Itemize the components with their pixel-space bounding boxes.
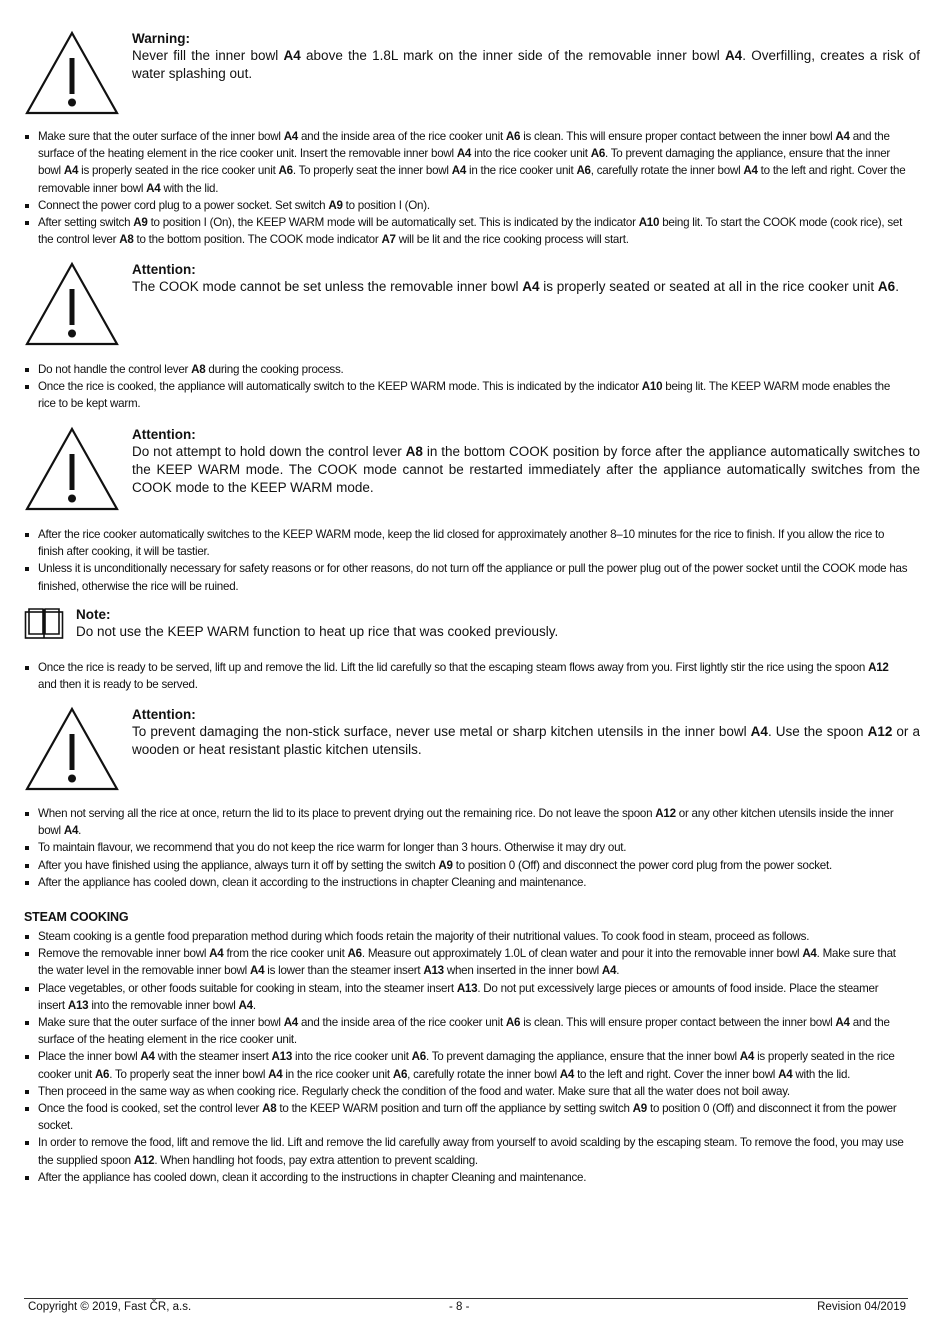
list-item: After the rice cooker automatically switches to the KEEP WARM mode, keep the lid closed for approximately another 8–10 minutes for the rice to finish. If you allow the rice to finish after cooking, it will be tastier.: [24, 526, 908, 560]
open-book-icon: [24, 606, 64, 640]
warning-body: Never fill the inner bowl A4 above the 1.8L mark on the inner side of the removable inner bowl A4. Overfilling, creates a risk of water splashing out.: [132, 48, 920, 81]
part-reference: A8: [262, 1102, 277, 1116]
part-reference: A6: [576, 164, 591, 178]
part-reference: A4: [209, 947, 224, 961]
part-reference: A6: [278, 164, 293, 178]
list-item: Unless it is unconditionally necessary for safety reasons or for other reasons, do not turn off the appliance or pull the power plug out of the power socket until the COOK mode has finished, otherwise the rice will be ruined.: [24, 560, 908, 594]
part-reference: A6: [590, 147, 606, 161]
list-item: Remove the removable inner bowl A4 from the rice cooker unit A6. Measure out approximately 1.0L of clean water and pour it into the removable inner bowl A4. Make sure that the water level in the removable inner bowl A4 is lower than the steamer insert A13 when inserted in the inner bowl A4.: [24, 945, 908, 979]
part-reference: A6: [411, 1050, 426, 1064]
list-item: Make sure that the outer surface of the inner bowl A4 and the inside area of the rice cooker unit A6 is clean. This will ensure proper contact between the inner bowl A4 and the surface of the heating element in the rice cooker unit. Insert the removable inner bowl A4 into the rice cooker unit A6. To prevent damaging the appliance, ensure that the inner bowl A4 is properly seated in the rice cooker unit A6. To properly seat the inner bowl A4 in the rice cooker unit A6, carefully rotate the inner bowl A4 to the left and right. Cover the removable inner bowl A4 with the lid.: [24, 128, 908, 197]
attention-title: Attention:: [132, 262, 196, 277]
list-item: Do not handle the control lever A8 during the cooking process.: [24, 361, 908, 378]
part-reference: A7: [381, 233, 396, 247]
part-reference: A9: [632, 1102, 647, 1116]
list-item: Once the rice is ready to be served, lift up and remove the lid. Lift the lid carefully so that the escaping steam flows away from you. First lightly stir the rice using the spoon A12 and then it is ready to be served.: [24, 659, 908, 693]
part-reference: A4: [283, 130, 299, 143]
warning-triangle-icon: [24, 261, 120, 347]
part-reference: A4: [268, 1067, 283, 1081]
part-reference: A9: [133, 216, 148, 230]
part-reference: A4: [451, 164, 467, 178]
part-reference: A4: [63, 824, 79, 838]
attention-title: Attention:: [132, 707, 196, 722]
list-item: Place vegetables, or other foods suitable for cooking in steam, into the steamer insert A13. Do not put excessively large pieces or amounts of food inside. Place the steamer insert A13 into the removable inner bowl A4.: [24, 980, 908, 1014]
list-item: Connect the power cord plug to a power socket. Set switch A9 to position I (On).: [24, 197, 908, 214]
list-item: In order to remove the food, lift and remove the lid. Lift and remove the lid carefully away from yourself to avoid scalding by the escaping steam. To remove the food, you may use the supplied spoon A12. When handling hot foods, pay extra attention to prevent scalding.: [24, 1134, 908, 1168]
warning-triangle-icon: [24, 426, 120, 512]
attention-title: Attention:: [132, 427, 196, 442]
list-item: To maintain flavour, we recommend that you do not keep the rice warm for longer than 3 hours. Otherwise it may dry out.: [24, 839, 908, 856]
preparation-list: [24, 128, 908, 248]
list-item: Steam cooking is a gentle food preparation method during which foods retain the majority of their nutritional values. To cook food in steam, proceed as follows.: [24, 928, 908, 945]
attention-body: To prevent damaging the non-stick surface, never use metal or sharp kitchen utensils in the inner bowl A4. Use the spoon A12 or a wooden or heat resistant plastic kitchen utensils.: [132, 724, 921, 757]
part-reference: A12: [655, 807, 676, 820]
part-reference: A4: [778, 1067, 793, 1081]
footer-copyright: Copyright © 2019, Fast ČR, a.s.: [28, 1301, 192, 1313]
part-reference: A4: [724, 48, 743, 63]
part-reference: A4: [238, 998, 253, 1012]
list-item: When not serving all the rice at once, return the lid to its place to prevent drying out the remaining rice. Do not leave the spoon A12 or any other kitchen utensils inside the inner bowl A4.: [24, 805, 908, 839]
part-reference: A4: [601, 964, 617, 978]
steam-cooking-list: [24, 928, 908, 1186]
list-item: Then proceed in the same way as when cooking rice. Regularly check the condition of the food and water. Make sure that all the water does not boil away.: [24, 1083, 908, 1100]
note-body: Do not use the KEEP WARM function to heat up rice that was cooked previously.: [76, 624, 559, 639]
list-item: Place the inner bowl A4 with the steamer insert A13 into the rice cooker unit A6. To prevent damaging the appliance, ensure that the inner bowl A4 is properly seated in the rice cooker unit A6. To properly seat the inner bowl A4 in the rice cooker unit A6, carefully rotate the inner bowl A4 to the left and right. Cover the inner bowl A4 with the lid.: [24, 1048, 908, 1082]
list-item: After the appliance has cooled down, clean it according to the instructions in chapter Cleaning and maintenance.: [24, 1169, 908, 1186]
cooking-list: [24, 361, 908, 413]
part-reference: A4: [283, 48, 301, 63]
list-item: Once the rice is cooked, the appliance will automatically switch to the KEEP WARM mode. This is indicated by the indicator A10 being lit. The KEEP WARM mode enables the rice to be kept warm.: [24, 378, 908, 412]
part-reference: A4: [750, 724, 768, 739]
list-item: After you have finished using the appliance, always turn it off by setting the switch A9 to position 0 (Off) and disconnect the power cord plug from the power socket.: [24, 857, 908, 874]
keep-warm-list: [24, 526, 908, 595]
part-reference: A6: [94, 1067, 110, 1081]
part-reference: A4: [456, 147, 472, 161]
part-reference: A9: [328, 198, 343, 212]
part-reference: A9: [438, 858, 453, 872]
part-reference: A8: [191, 363, 206, 376]
warning-title: Warning:: [132, 31, 190, 46]
part-reference: A4: [559, 1067, 575, 1081]
serving-list: [24, 659, 908, 693]
part-reference: A4: [63, 164, 79, 178]
attention-body: Do not attempt to hold down the control lever A8 in the bottom COOK position by force after the appliance automatically switches to the KEEP WARM mode. The COOK mode cannot be restarted immediately after the appliance automatically switches from the COOK mode to the KEEP WARM mode.: [132, 444, 921, 495]
part-reference: A13: [423, 964, 444, 978]
part-reference: A4: [522, 279, 540, 294]
part-reference: A4: [283, 1016, 299, 1030]
footer-page-number: - 8 -: [449, 1301, 470, 1313]
warning-triangle-icon: [24, 30, 120, 116]
part-reference: A6: [347, 947, 362, 961]
part-reference: A10: [641, 380, 663, 394]
part-reference: A4: [743, 164, 758, 178]
part-reference: A4: [146, 181, 161, 195]
part-reference: A6: [505, 1016, 521, 1030]
part-reference: A4: [739, 1050, 755, 1064]
part-reference: A10: [638, 216, 660, 230]
list-item: After setting switch A9 to position I (On), the KEEP WARM mode will be automatically set. This is indicated by the indicator A10 being lit. To start the COOK mode (cook rice), set the control lever A8 to the bottom position. The COOK mode indicator A7 will be lit and the rice cooking process will start.: [24, 214, 908, 248]
part-reference: A12: [867, 724, 893, 739]
part-reference: A4: [835, 1016, 850, 1030]
part-reference: A13: [456, 981, 478, 995]
part-reference: A4: [249, 964, 265, 978]
part-reference: A4: [140, 1050, 155, 1064]
note-title: Note:: [76, 607, 111, 622]
part-reference: A8: [405, 444, 423, 459]
list-item: After the appliance has cooled down, clean it according to the instructions in chapter Cleaning and maintenance.: [24, 874, 908, 891]
list-item: Once the food is cooked, set the control lever A8 to the KEEP WARM position and turn off the appliance by setting switch A9 to position 0 (Off) and disconnect it from the power socket.: [24, 1100, 908, 1134]
part-reference: A13: [271, 1050, 293, 1064]
part-reference: A8: [119, 233, 134, 247]
part-reference: A13: [67, 998, 89, 1012]
part-reference: A6: [877, 279, 896, 294]
attention-body: The COOK mode cannot be set unless the removable inner bowl A4 is properly seated or seated at all in the rice cooker unit A6.: [132, 279, 899, 294]
part-reference: A12: [133, 1153, 155, 1167]
part-reference: A12: [868, 661, 889, 674]
part-reference: A4: [802, 947, 817, 961]
warning-triangle-icon: [24, 706, 120, 792]
footer-revision: Revision 04/2019: [817, 1301, 906, 1313]
part-reference: A6: [392, 1067, 408, 1081]
list-item: Make sure that the outer surface of the inner bowl A4 and the inside area of the rice cooker unit A6 is clean. This will ensure proper contact between the inner bowl A4 and the surface of the heating element in the rice cooker unit.: [24, 1014, 908, 1048]
part-reference: A6: [505, 130, 521, 143]
steam-cooking-heading: STEAM COOKING: [24, 910, 129, 924]
after-use-list: [24, 805, 908, 891]
part-reference: A4: [835, 130, 850, 143]
footer-divider: [24, 1298, 908, 1299]
